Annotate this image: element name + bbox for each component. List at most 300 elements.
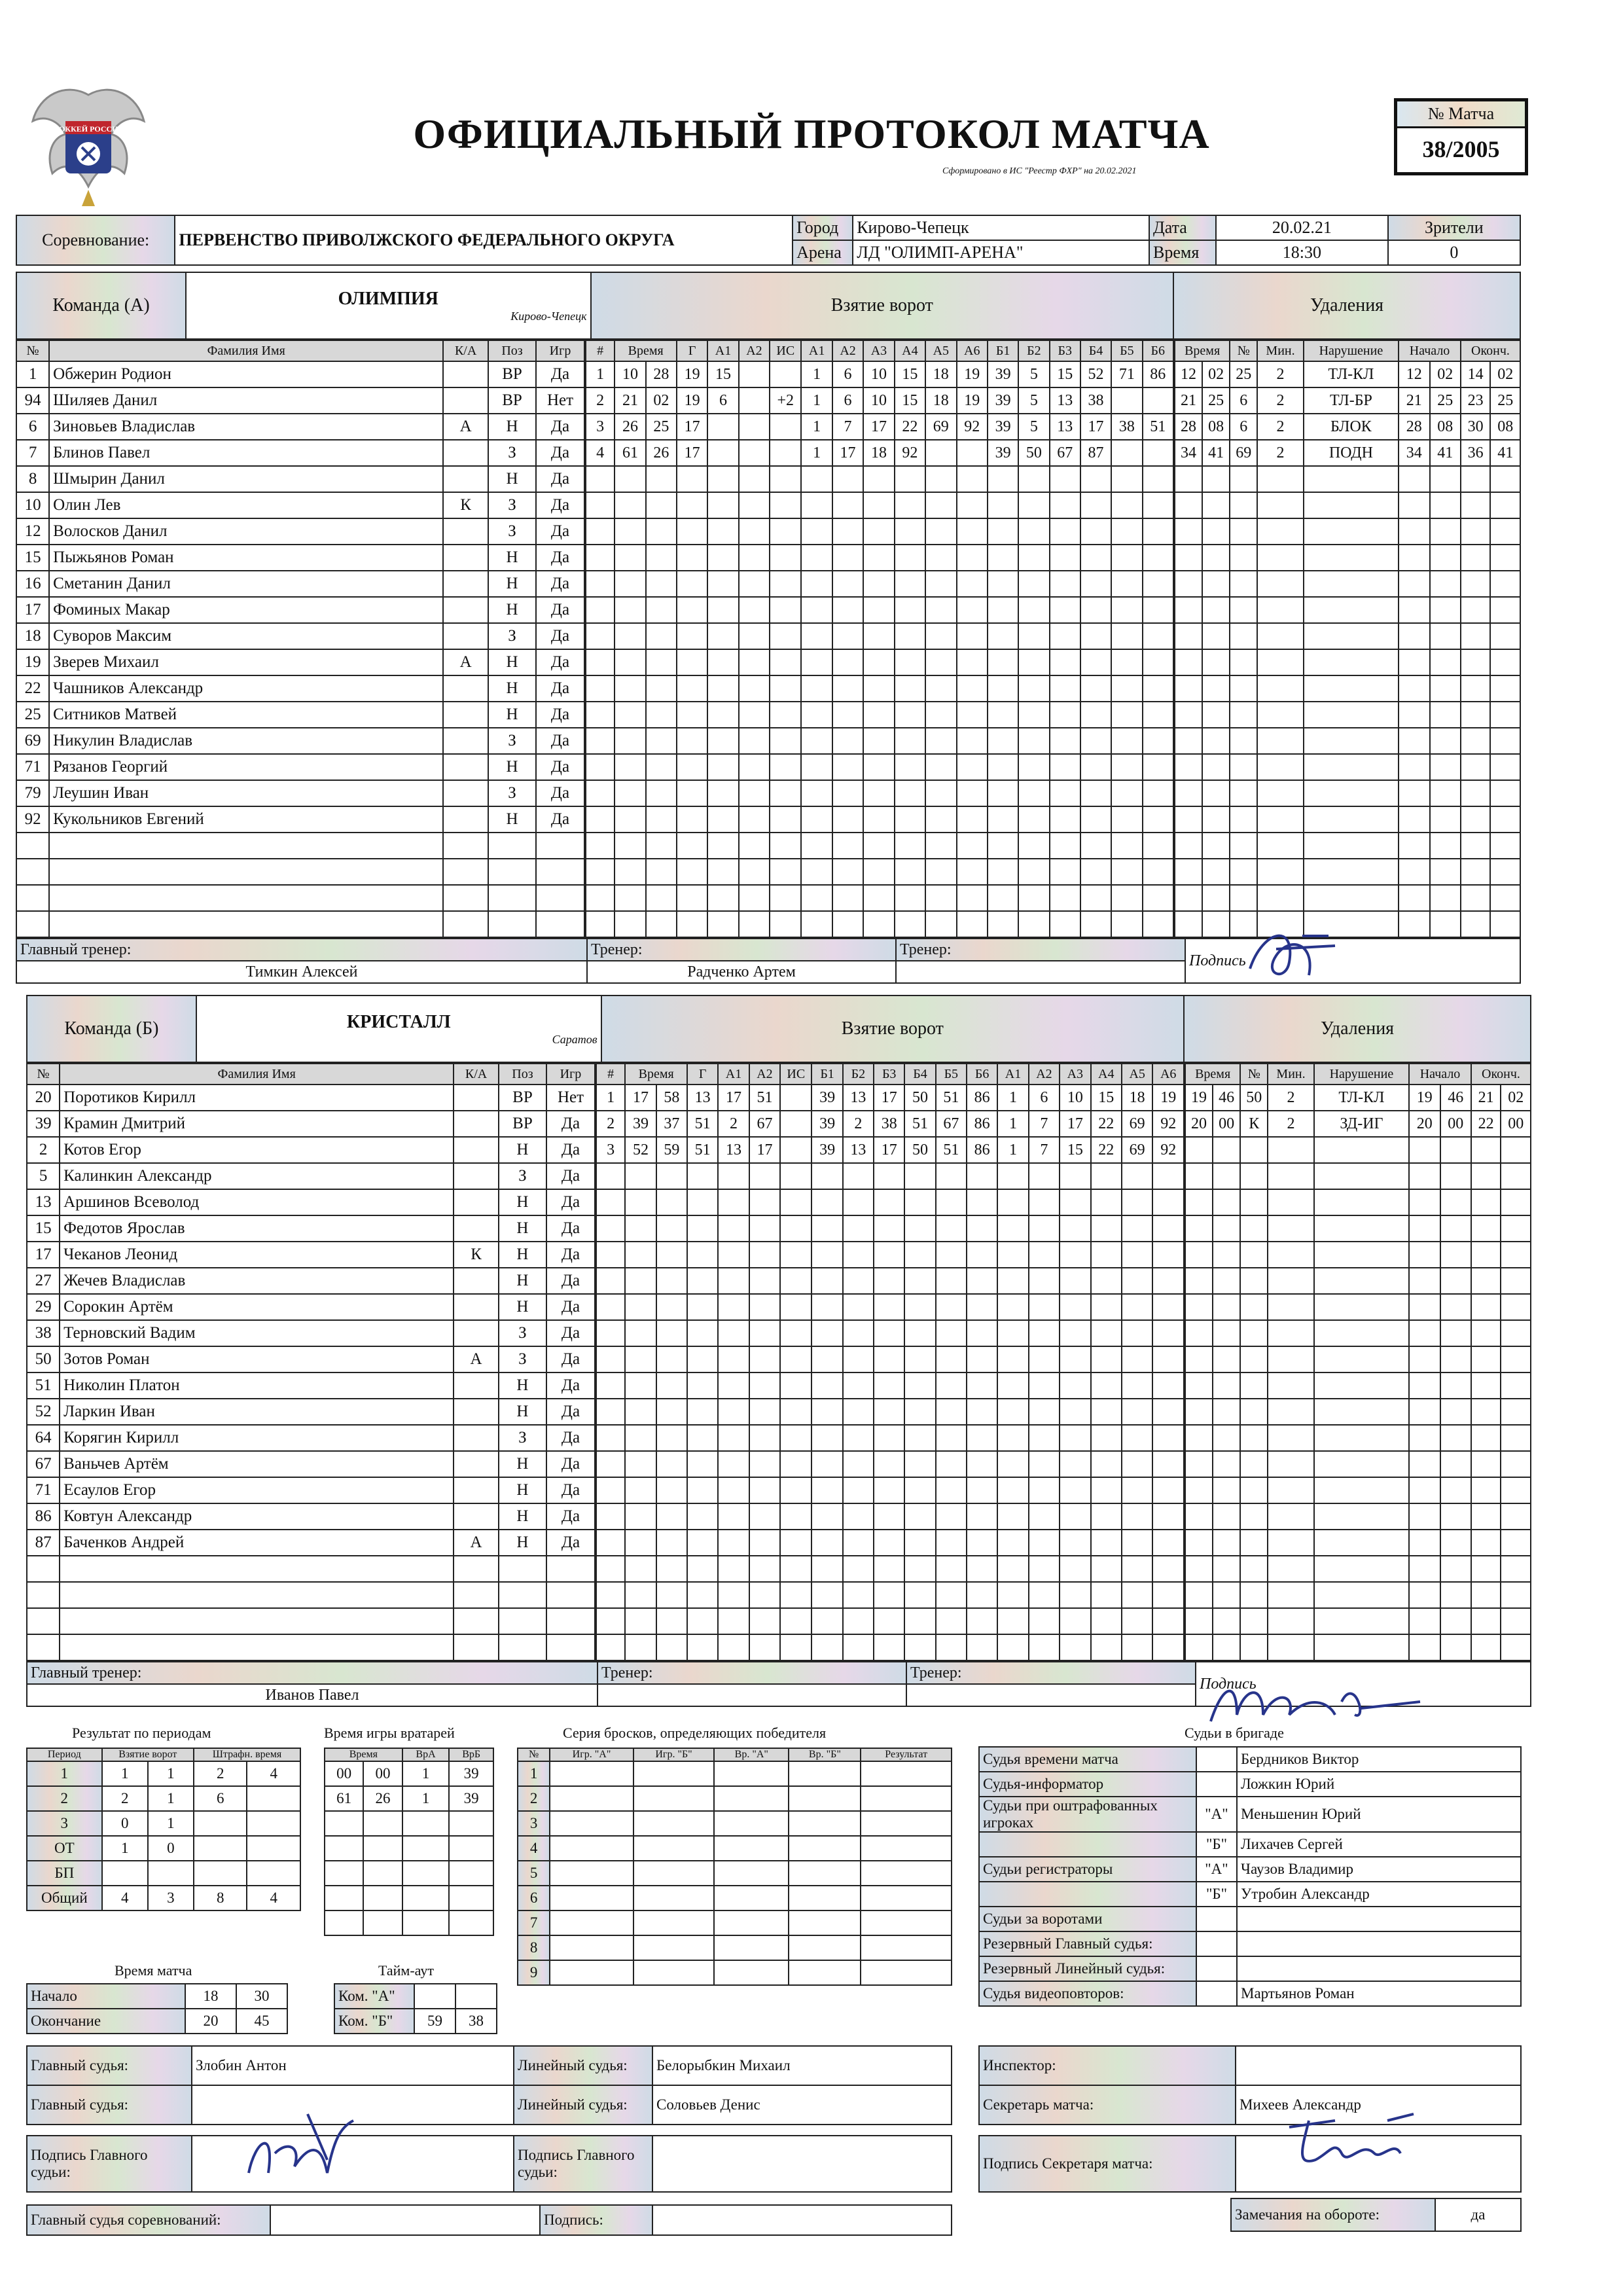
- goal-cell: 17: [863, 414, 894, 440]
- penalty-cell: [1230, 702, 1257, 728]
- table-row: [27, 1634, 595, 1660]
- shootout-cell: [714, 1786, 789, 1811]
- player-number: 29: [27, 1294, 60, 1320]
- player-name: Корягин Кирилл: [60, 1425, 454, 1451]
- goal-cell: [925, 597, 956, 623]
- time-value: 18:30: [1216, 240, 1387, 265]
- team_b-body: [26, 1063, 1531, 1661]
- goal-cell: [1060, 1242, 1090, 1268]
- penalty-cell: [1399, 780, 1429, 806]
- goal-cell: [843, 1503, 874, 1530]
- goal-cell: [957, 702, 988, 728]
- goal-cell: [656, 1242, 687, 1268]
- goal-cell: [739, 597, 770, 623]
- goal-cell: [687, 1215, 718, 1242]
- goal-cell: [625, 1582, 656, 1608]
- shootout-col-3: Вр. "А": [714, 1748, 789, 1761]
- goal-cell: [586, 754, 615, 780]
- goal-cell: [874, 1425, 904, 1451]
- goal-cell: 13: [843, 1085, 874, 1111]
- penalty-cell: [1185, 1399, 1213, 1425]
- penalty-cell: [1202, 597, 1230, 623]
- table-row: [27, 1137, 595, 1163]
- goal-cell: [801, 597, 832, 623]
- penalty-row: [1175, 859, 1520, 885]
- penalty-cell: [1430, 702, 1461, 728]
- penalty-cell: [1490, 780, 1520, 806]
- player-number: [16, 859, 49, 885]
- goal-cell: [936, 1634, 967, 1660]
- table-row: [16, 728, 584, 754]
- penalty-cell: [1185, 1503, 1213, 1530]
- goal-cell: [625, 1163, 656, 1189]
- penalty-cell: [1440, 1425, 1471, 1451]
- penalty-cell: 21: [1471, 1085, 1501, 1111]
- player-position: ВР: [499, 1085, 546, 1111]
- goal-cell: [967, 1451, 997, 1477]
- goal-cell: [687, 1189, 718, 1215]
- goal-cell: [625, 1215, 656, 1242]
- penalty-cell: К: [1240, 1111, 1268, 1137]
- penalty-cell: 00: [1213, 1111, 1240, 1137]
- penalty-cell: [1440, 1503, 1471, 1530]
- table-row: [16, 806, 584, 833]
- officials-table: [978, 1746, 1522, 2007]
- goal-cell: [615, 571, 645, 597]
- timeout-a-hour: [414, 1984, 455, 2009]
- player-number: 38: [27, 1320, 60, 1346]
- goal-cell: [936, 1425, 967, 1451]
- penalty-cell: [1440, 1556, 1471, 1582]
- penalty-cell: [1257, 492, 1303, 518]
- penalty-cell: [1213, 1242, 1240, 1268]
- goal-cell: [904, 1634, 935, 1660]
- goal-cell: 39: [988, 414, 1018, 440]
- goal-cell: [843, 1242, 874, 1268]
- goal-cell: [1111, 466, 1142, 492]
- player-ka: [443, 780, 488, 806]
- player-name: Аршинов Всеволод: [60, 1189, 454, 1215]
- match-time-table: [26, 1983, 288, 2034]
- goal-cell: [832, 466, 863, 492]
- goal-cell: [596, 1189, 625, 1215]
- penalty-cell: [1461, 649, 1491, 675]
- penalty-cell: [1409, 1634, 1440, 1660]
- goal-cell: [843, 1425, 874, 1451]
- penalty-cell: [1399, 702, 1429, 728]
- team-b-section: [26, 995, 1531, 1707]
- main-referee-label-1: Главный судья:: [27, 2046, 192, 2085]
- goal-cell: [801, 518, 832, 545]
- player-number: 18: [16, 623, 49, 649]
- goal-cell: [1050, 518, 1080, 545]
- shootout-cell: [633, 1861, 714, 1886]
- goal-cell: [625, 1634, 656, 1660]
- goal-cell: [780, 1477, 812, 1503]
- player-name: Волосков Данил: [49, 518, 443, 545]
- penalty-row: [1185, 1503, 1531, 1530]
- goal-cell: [596, 1608, 625, 1634]
- team_b-penalties-title: Удаления: [1184, 996, 1531, 1062]
- penalty-cell: [1268, 1634, 1313, 1660]
- player-played: Да: [536, 597, 584, 623]
- player-number: 8: [16, 466, 49, 492]
- player-ka: К: [443, 492, 488, 518]
- penalty-cell: [1202, 545, 1230, 571]
- goal-cell: [677, 859, 707, 885]
- player-ka: [443, 387, 488, 414]
- shootout-number: 6: [518, 1886, 550, 1910]
- table-row: [27, 1085, 595, 1111]
- penalty-row: [1185, 1163, 1531, 1189]
- goal-cell: [646, 518, 677, 545]
- official-team-tag: "А": [1196, 1797, 1237, 1832]
- goal-cell: [646, 545, 677, 571]
- penalty-cell: [1490, 833, 1520, 859]
- penalty-cell: [1471, 1530, 1501, 1556]
- penalty-cell: [1490, 911, 1520, 937]
- goal-cell: [967, 1503, 997, 1530]
- penalty-cell: [1314, 1320, 1409, 1346]
- goal-row: [596, 1399, 1184, 1425]
- penalty-cell: [1240, 1582, 1268, 1608]
- goal-cell: 1: [997, 1111, 1028, 1137]
- table-row: [27, 1163, 595, 1189]
- penalty-cell: [1471, 1556, 1501, 1582]
- penalty-cell: [1202, 806, 1230, 833]
- goal-cell: [1018, 728, 1049, 754]
- goal-cell: [812, 1294, 842, 1320]
- penalty-cell: [1501, 1477, 1531, 1503]
- goal-cell: [895, 518, 925, 545]
- goal-cell: [677, 885, 707, 911]
- goal-cell: [615, 702, 645, 728]
- shootout-cell: [714, 1761, 789, 1786]
- penalty-cell: [1461, 728, 1491, 754]
- goal-cell: 1: [801, 387, 832, 414]
- penalty-row: [1175, 597, 1520, 623]
- goal-cell: 6: [707, 387, 738, 414]
- goal-cell: [586, 649, 615, 675]
- goal-cell: [863, 780, 894, 806]
- goal-cell: [874, 1215, 904, 1242]
- goal-cell: [843, 1530, 874, 1556]
- goal-cell: [843, 1189, 874, 1215]
- goal-cell: [586, 492, 615, 518]
- goal-cell: [1018, 702, 1049, 728]
- player-ka: А: [443, 414, 488, 440]
- goal-cell: [677, 728, 707, 754]
- player-played: [546, 1556, 595, 1582]
- period-cell: 4: [102, 1886, 148, 1910]
- penalty-row: [1175, 571, 1520, 597]
- goal-cell: [1080, 728, 1111, 754]
- player-played: Нет: [536, 387, 584, 414]
- team_b-goal-col-3: А1: [718, 1064, 749, 1085]
- penalty-cell: [1430, 545, 1461, 571]
- periods-col-1: Взятие ворот: [102, 1748, 194, 1761]
- goal-cell: 69: [1122, 1111, 1152, 1137]
- goal-cell: [1143, 675, 1174, 702]
- goalie-row: [325, 1836, 493, 1861]
- goalie-cell: 00: [363, 1761, 402, 1786]
- penalty-cell: 25: [1230, 361, 1257, 387]
- penalty-cell: [1461, 806, 1491, 833]
- goal-cell: [677, 571, 707, 597]
- goalie-row: [325, 1886, 493, 1910]
- table-row: [27, 1556, 595, 1582]
- goal-cell: [1152, 1503, 1184, 1530]
- goal-cell: [749, 1189, 780, 1215]
- goal-cell: [687, 1163, 718, 1189]
- goalie-cell: [325, 1910, 363, 1935]
- table-row: [27, 1399, 595, 1425]
- penalty-cell: [1399, 492, 1429, 518]
- penalty-cell: [1471, 1399, 1501, 1425]
- goal-cell: [832, 754, 863, 780]
- goal-cell: [812, 1556, 842, 1582]
- official-name: Ложкин Юрий: [1237, 1772, 1521, 1797]
- goal-cell: [925, 702, 956, 728]
- penalty-cell: [1175, 754, 1202, 780]
- goal-cell: [832, 597, 863, 623]
- goal-cell: 39: [988, 440, 1018, 466]
- penalty-cell: [1230, 833, 1257, 859]
- shootout-title: Серия бросков, определяющих победителя: [563, 1725, 827, 1741]
- goal-cell: [677, 806, 707, 833]
- goal-cell: [812, 1163, 842, 1189]
- goal-cell: [1091, 1503, 1122, 1530]
- shootout-cell: [550, 1910, 633, 1935]
- shootout-cell: [789, 1811, 861, 1836]
- shootout-cell: [633, 1886, 714, 1910]
- goal-cell: [1060, 1451, 1090, 1477]
- goal-cell: [863, 833, 894, 859]
- goal-cell: [967, 1634, 997, 1660]
- goal-cell: [780, 1085, 812, 1111]
- goal-cell: [863, 859, 894, 885]
- goal-cell: [780, 1215, 812, 1242]
- goal-cell: 1: [596, 1085, 625, 1111]
- goal-row: [586, 623, 1173, 649]
- goal-cell: 67: [1050, 440, 1080, 466]
- goal-cell: [988, 518, 1018, 545]
- goal-cell: [749, 1268, 780, 1294]
- secretary-signature: [1283, 2101, 1446, 2179]
- player-number: 12: [16, 518, 49, 545]
- penalty-row: [1185, 1268, 1531, 1294]
- penalty-cell: 02: [1202, 361, 1230, 387]
- goal-cell: 51: [936, 1137, 967, 1163]
- goal-cell: [615, 466, 645, 492]
- sign-main-referee-label: Подпись Главного судьи:: [27, 2136, 192, 2192]
- team_a-coach2: [896, 961, 1185, 983]
- goal-cell: 3: [586, 414, 615, 440]
- penalty-cell: [1501, 1215, 1531, 1242]
- table-row: [27, 1346, 595, 1372]
- official-team-tag: [1196, 1907, 1237, 1931]
- goal-cell: [625, 1242, 656, 1268]
- official-row: [979, 1772, 1521, 1797]
- goal-cell: 10: [1060, 1085, 1090, 1111]
- goal-cell: [780, 1530, 812, 1556]
- player-name: Олин Лев: [49, 492, 443, 518]
- line-referee-2: Соловьев Денис: [652, 2085, 952, 2125]
- goal-cell: [812, 1451, 842, 1477]
- goal-cell: [656, 1320, 687, 1346]
- goal-cell: [895, 806, 925, 833]
- player-number: [16, 833, 49, 859]
- goal-cell: [596, 1372, 625, 1399]
- goal-cell: 38: [874, 1111, 904, 1137]
- goal-cell: [770, 361, 801, 387]
- goal-cell: [904, 1451, 935, 1477]
- goal-cell: [967, 1372, 997, 1399]
- match-number-box: [1394, 98, 1528, 175]
- penalty-cell: [1304, 833, 1399, 859]
- penalty-cell: [1399, 518, 1429, 545]
- penalty-cell: [1471, 1503, 1501, 1530]
- penalty-cell: [1185, 1215, 1213, 1242]
- table-row: [16, 833, 584, 859]
- team_a-goals-table: [585, 340, 1174, 938]
- penalty-cell: [1202, 859, 1230, 885]
- penalty-cell: [1230, 545, 1257, 571]
- penalty-cell: 25: [1430, 387, 1461, 414]
- shootout-cell: [861, 1786, 952, 1811]
- penalty-cell: 08: [1202, 414, 1230, 440]
- timeout-a-minute: [455, 1984, 497, 2009]
- competition-referee-table: [26, 2204, 952, 2236]
- penalty-cell: 34: [1399, 440, 1429, 466]
- table-row: [16, 414, 584, 440]
- goal-cell: [739, 623, 770, 649]
- goal-cell: [874, 1477, 904, 1503]
- goal-cell: [1143, 623, 1174, 649]
- player-position: Н: [488, 649, 536, 675]
- penalty-cell: ТЛ-КЛ: [1314, 1085, 1409, 1111]
- goal-cell: [832, 702, 863, 728]
- timeout-b-hour: 59: [414, 2009, 455, 2034]
- goal-cell: [707, 911, 738, 937]
- goal-cell: [739, 387, 770, 414]
- player-number: 10: [16, 492, 49, 518]
- goal-cell: [1060, 1582, 1090, 1608]
- penalty-cell: [1240, 1163, 1268, 1189]
- goal-cell: 17: [874, 1137, 904, 1163]
- goal-cell: [843, 1634, 874, 1660]
- player-ka: [443, 440, 488, 466]
- player-name: [49, 833, 443, 859]
- goal-cell: [646, 780, 677, 806]
- goal-cell: [739, 414, 770, 440]
- player-ka: [454, 1085, 499, 1111]
- player-number: 16: [16, 571, 49, 597]
- competition-referee-sign-label: Подпись:: [540, 2205, 652, 2235]
- penalty-cell: [1501, 1530, 1531, 1556]
- goal-cell: [656, 1399, 687, 1425]
- penalty-cell: [1501, 1189, 1531, 1215]
- goal-cell: [997, 1503, 1028, 1530]
- goalie-time-title: Время игры вратарей: [324, 1725, 455, 1741]
- goal-cell: 50: [904, 1137, 935, 1163]
- goal-cell: [832, 649, 863, 675]
- player-name: [60, 1634, 454, 1660]
- penalty-cell: [1501, 1556, 1531, 1582]
- player-played: Да: [546, 1242, 595, 1268]
- goal-cell: [1091, 1189, 1122, 1215]
- penalty-cell: [1304, 492, 1399, 518]
- goal-row: [596, 1372, 1184, 1399]
- goal-cell: [596, 1477, 625, 1503]
- goal-cell: [646, 466, 677, 492]
- penalty-row: [1185, 1242, 1531, 1268]
- player-ka: [443, 675, 488, 702]
- goal-cell: 17: [625, 1085, 656, 1111]
- penalty-cell: [1409, 1399, 1440, 1425]
- penalty-row: [1185, 1215, 1531, 1242]
- penalty-row: [1175, 361, 1520, 387]
- goal-cell: [863, 623, 894, 649]
- goal-cell: [832, 675, 863, 702]
- penalty-cell: [1430, 806, 1461, 833]
- goal-cell: [677, 623, 707, 649]
- penalty-cell: [1430, 623, 1461, 649]
- goal-cell: [988, 649, 1018, 675]
- goal-cell: [988, 545, 1018, 571]
- goal-cell: [988, 911, 1018, 937]
- penalty-row: [1175, 754, 1520, 780]
- player-position: [499, 1608, 546, 1634]
- goalie-cell: 00: [325, 1761, 363, 1786]
- goal-cell: [586, 806, 615, 833]
- goal-cell: [1018, 911, 1049, 937]
- penalty-cell: [1304, 571, 1399, 597]
- goal-cell: [957, 885, 988, 911]
- player-name: Есаулов Егор: [60, 1477, 454, 1503]
- player-played: Да: [546, 1530, 595, 1556]
- timeout-title: Тайм-аут: [378, 1962, 434, 1979]
- goal-cell: 67: [749, 1111, 780, 1137]
- team_b-pen-col-1: №: [1240, 1064, 1268, 1085]
- penalty-cell: [1304, 859, 1399, 885]
- shootout-cell: [550, 1861, 633, 1886]
- penalty-cell: [1409, 1556, 1440, 1582]
- match-start-hour: 18: [185, 1984, 236, 2009]
- penalty-cell: [1230, 675, 1257, 702]
- player-name: Шиляев Данил: [49, 387, 443, 414]
- goal-cell: [812, 1399, 842, 1425]
- goal-cell: [1111, 545, 1142, 571]
- goal-cell: [904, 1242, 935, 1268]
- goal-cell: 39: [988, 387, 1018, 414]
- goal-cell: [957, 911, 988, 937]
- goalie-cell: [325, 1811, 363, 1836]
- penalty-row: [1175, 806, 1520, 833]
- goal-cell: [707, 597, 738, 623]
- goal-cell: 22: [1091, 1111, 1122, 1137]
- goal-cell: [812, 1320, 842, 1346]
- player-name: Зиновьев Владислав: [49, 414, 443, 440]
- goal-cell: [1143, 571, 1174, 597]
- goal-cell: [812, 1582, 842, 1608]
- goal-cell: [904, 1294, 935, 1320]
- penalty-cell: [1461, 571, 1491, 597]
- goal-cell: [625, 1189, 656, 1215]
- competition-referee-field: [270, 2205, 540, 2235]
- penalty-cell: [1490, 518, 1520, 545]
- team_a-goal-col-8: А3: [863, 340, 894, 361]
